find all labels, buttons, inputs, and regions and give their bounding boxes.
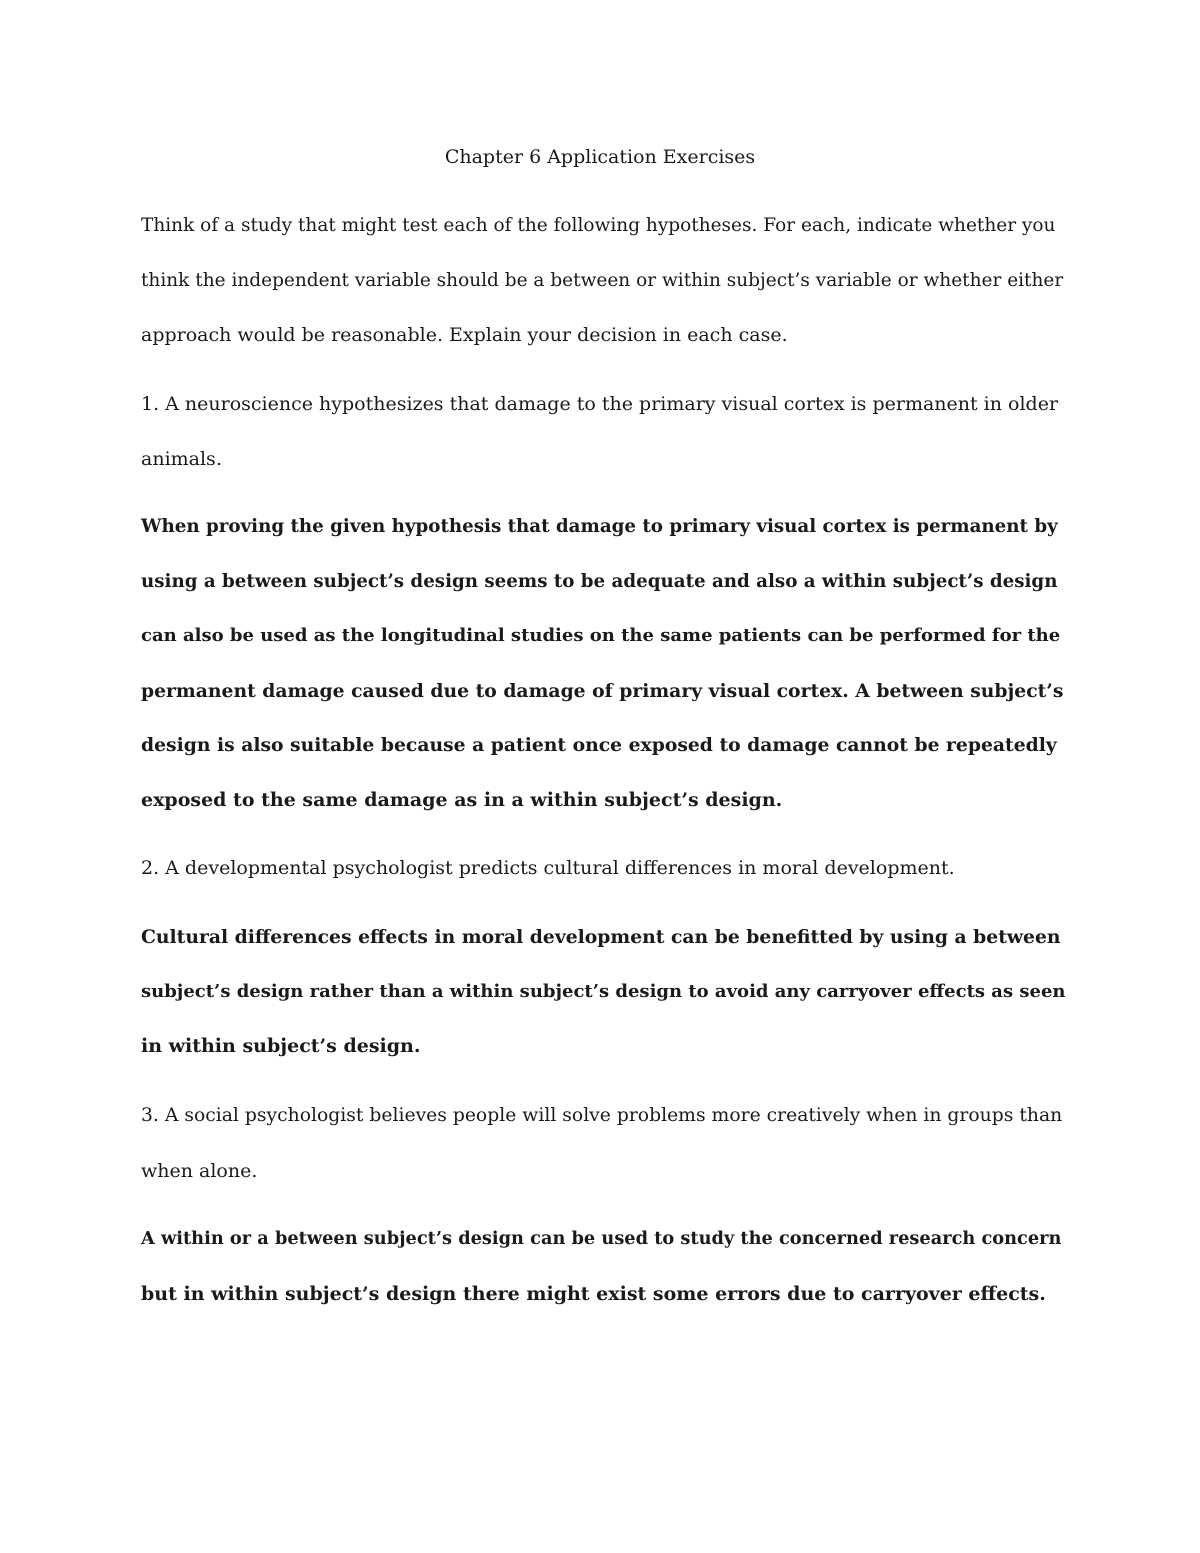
answer-line: subject’s design rather than a within subject’s design to avoid any carryover effects as seen xyxy=(141,980,1066,1002)
question-line: 1. A neuroscience hypothesizes that damage to the primary visual cortex is permanent in older xyxy=(141,393,1059,415)
intro-line: think the independent variable should be a between or within subject’s variable or whether either xyxy=(141,269,1064,291)
answer-line: A within or a between subject’s design can be used to study the concerned research concern xyxy=(141,1228,1062,1249)
answer-line: but in within subject’s design there might exist some errors due to carryover effects. xyxy=(141,1282,1046,1305)
answer-line: can also be used as the longitudinal studies on the same patients can be performed for the xyxy=(141,625,1061,646)
answer-1 xyxy=(141,500,1066,827)
page-title: Chapter 6 Application Exercises xyxy=(444,146,756,168)
answer-line: Cultural differences effects in moral development can be benefitted by using a between xyxy=(141,926,1061,948)
answer-line: in within subject’s design. xyxy=(141,1035,421,1057)
answer-line: exposed to the same damage as in a within subject’s design. xyxy=(141,788,783,811)
answer-line: When proving the given hypothesis that damage to primary visual cortex is permanent by xyxy=(141,516,1058,537)
intro-line: Think of a study that might test each of the following hypotheses. For each, indicate whether you xyxy=(141,215,1056,236)
question-line: 3. A social psychologist believes people will solve problems more creatively when in groups than xyxy=(141,1105,1063,1126)
answer-line: design is also suitable because a patient once exposed to damage cannot be repeatedly xyxy=(141,734,1057,756)
question-2 xyxy=(141,841,1066,896)
question-1 xyxy=(141,377,1066,486)
answer-line: permanent damage caused due to damage of primary visual cortex. A between subject’s xyxy=(141,679,1064,702)
intro-line: approach would be reasonable. Explain your decision in each case. xyxy=(141,324,788,346)
answer-line: using a between subject’s design seems to be adequate and also a within subject’s design xyxy=(141,570,1058,592)
intro-paragraph xyxy=(141,199,1066,363)
question-line: 2. A developmental psychologist predicts cultural differences in moral development. xyxy=(141,857,955,879)
question-3 xyxy=(141,1089,1066,1198)
question-line: when alone. xyxy=(141,1159,258,1182)
answer-3 xyxy=(141,1212,1066,1321)
answer-2 xyxy=(141,910,1066,1074)
question-line: animals. xyxy=(141,447,222,470)
